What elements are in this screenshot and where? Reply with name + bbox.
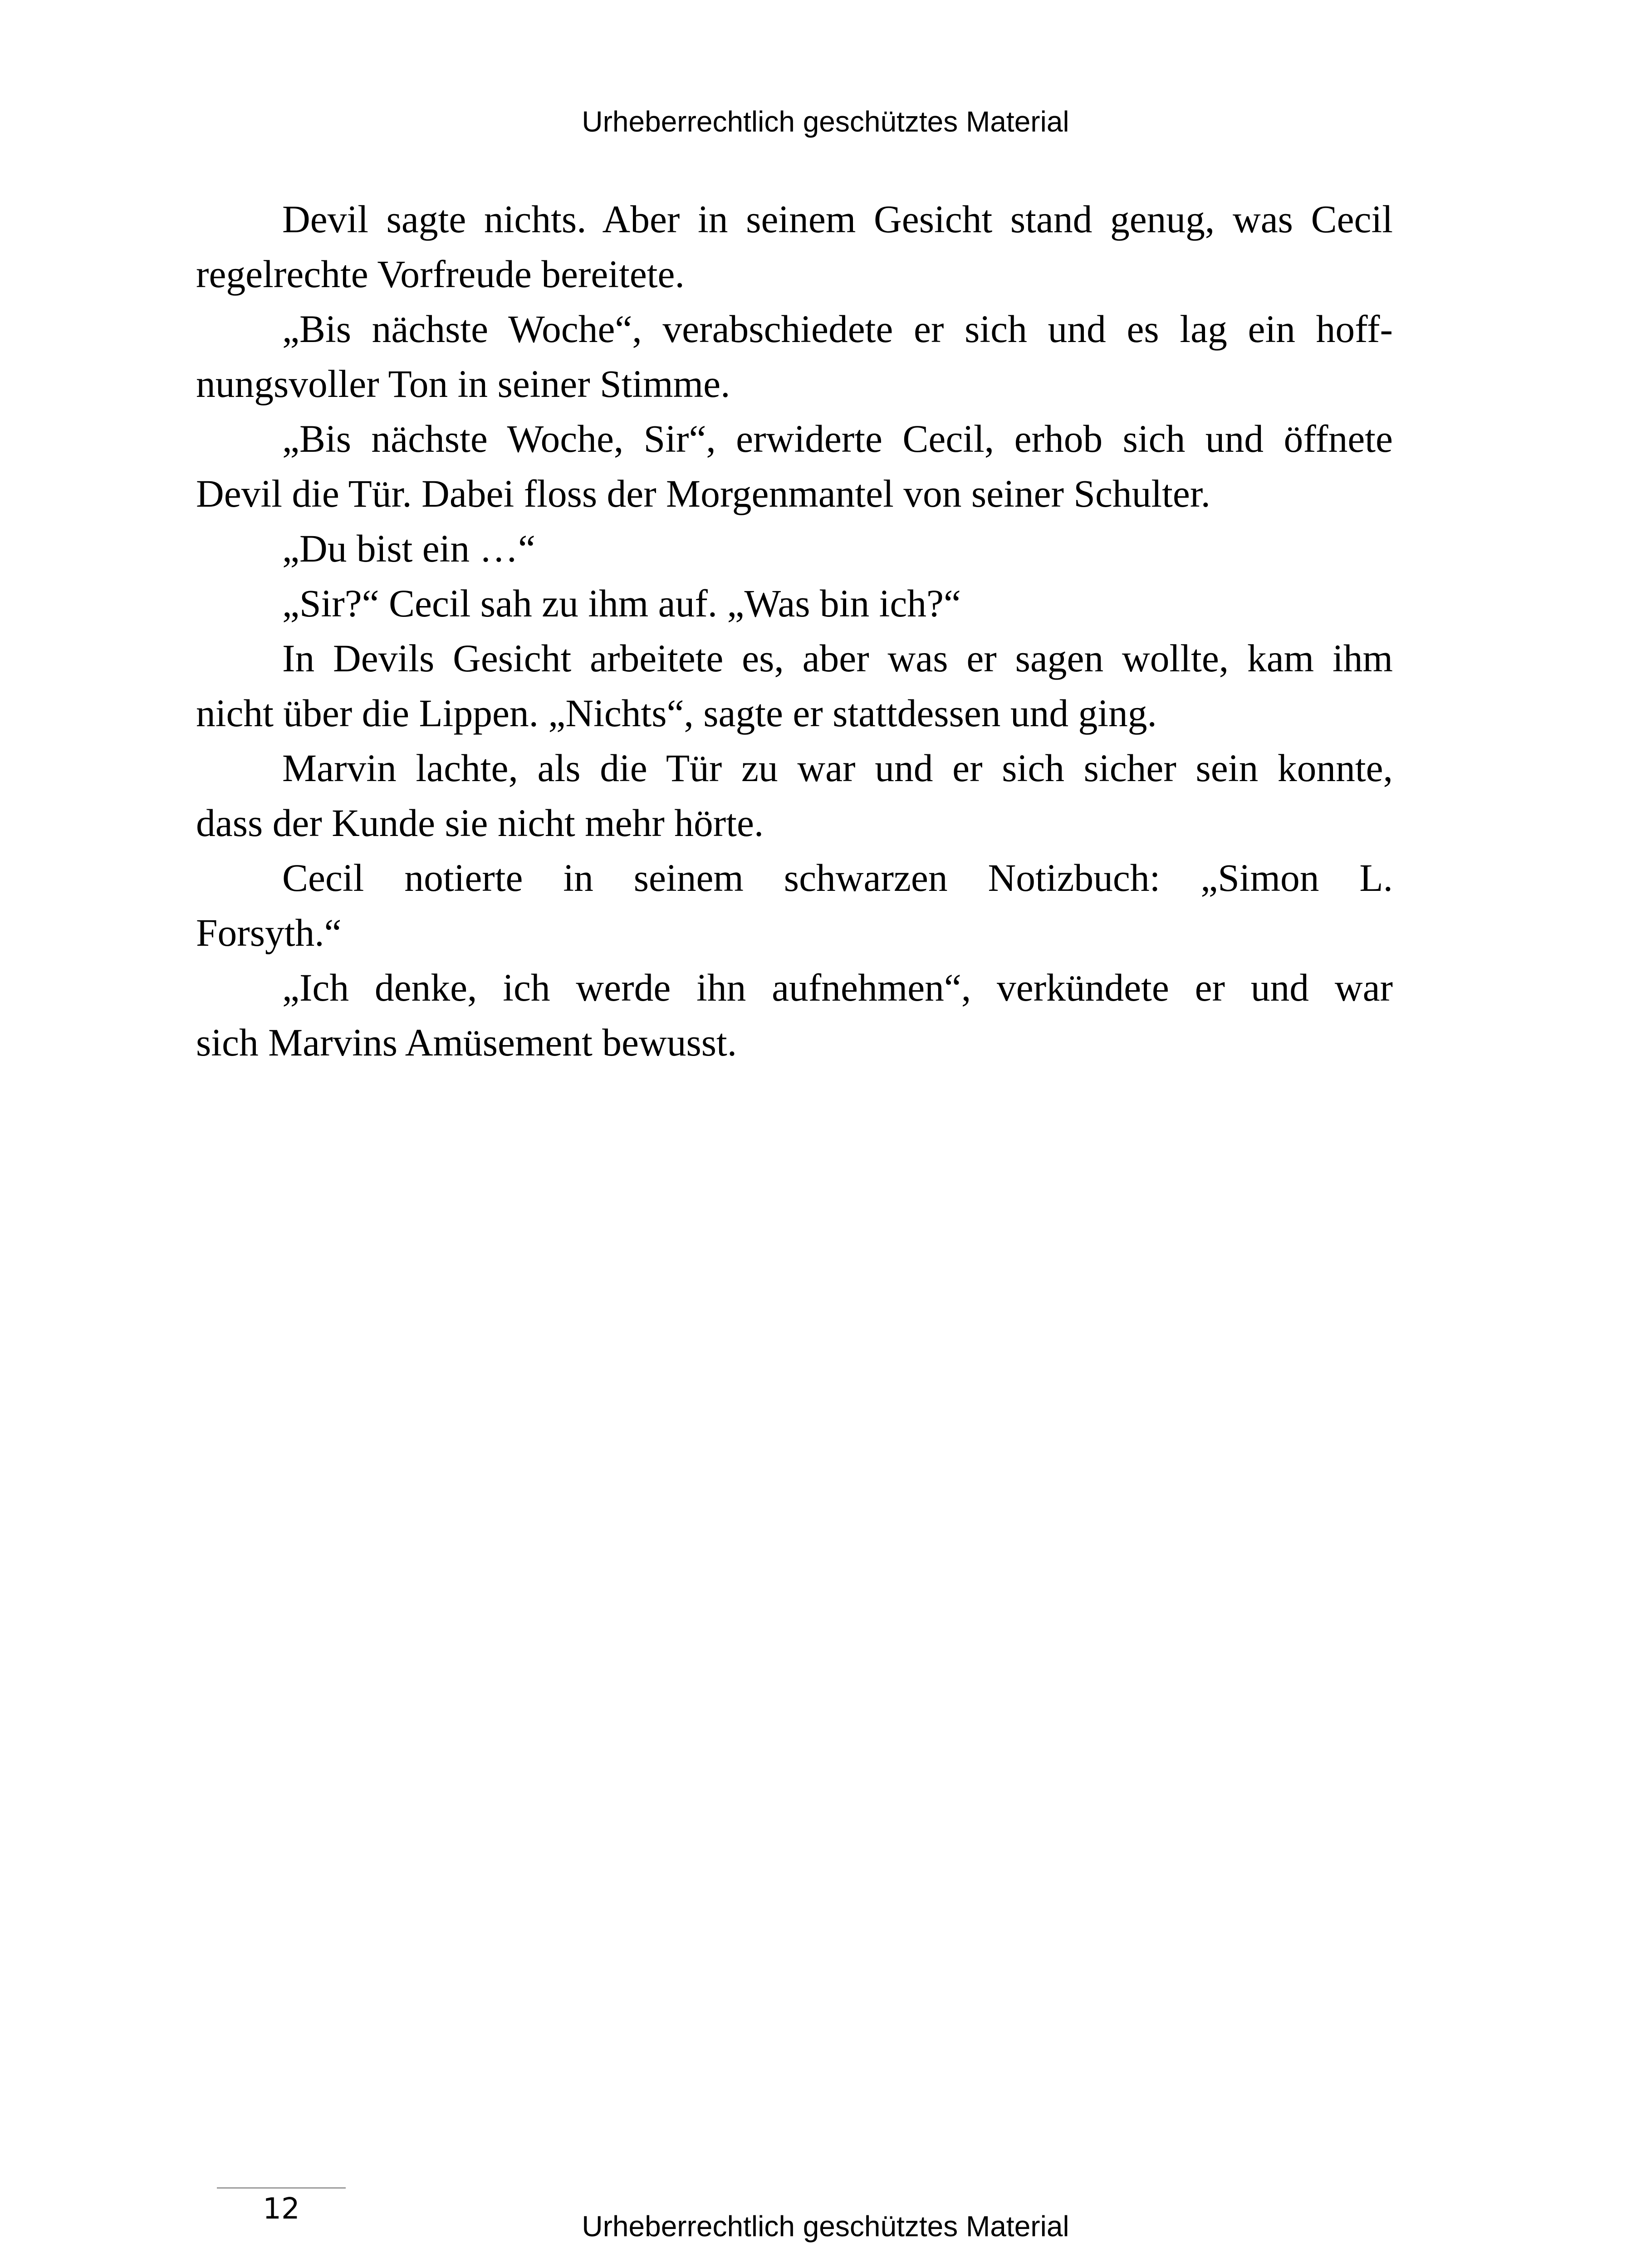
paragraph xyxy=(196,192,1393,302)
text-line: Devil sagte nichts. Aber in seinem Gesicht stand genug, was Cecil xyxy=(282,198,1393,241)
text-line: dass der Kunde sie nicht mehr hörte. xyxy=(196,802,764,845)
text-line: Devil die Tür. Dabei floss der Morgenmantel von seiner Schulter. xyxy=(196,473,1210,515)
paragraph xyxy=(196,302,1393,412)
text-line: regelrechte Vorfreude bereitete. xyxy=(196,253,685,296)
text-line: Cecil notierte in seinem schwarzen Notizbuch: „Simon L. xyxy=(282,857,1393,899)
text-line: In Devils Gesicht arbeitete es, aber was er sagen wollte, kam ihm xyxy=(282,637,1393,680)
page-number: 12 xyxy=(263,2192,300,2226)
footer-watermark: Urheberrechtlich geschütztes Material xyxy=(582,2210,1069,2243)
text-line: „Bis nächste Woche, Sir“, erwiderte Cecil, erhob sich und öffnete xyxy=(282,418,1393,460)
text-line: Forsyth.“ xyxy=(196,912,342,954)
text-line: „Sir?“ Cecil sah zu ihm auf. „Was bin ich?“ xyxy=(282,582,961,625)
text-line: nicht über die Lippen. „Nichts“, sagte er stattdessen und ging. xyxy=(196,692,1157,735)
paragraph xyxy=(196,412,1393,522)
paragraph xyxy=(196,577,1393,631)
text-line: nungsvoller Ton in seiner Stimme. xyxy=(196,363,730,406)
text-line: „Ich denke, ich werde ihn aufnehmen“, verkündete er und war xyxy=(282,967,1393,1009)
footer-rule xyxy=(217,2187,346,2189)
body-text xyxy=(196,192,1393,1070)
paragraph xyxy=(196,631,1393,741)
text-line: Marvin lachte, als die Tür zu war und er sich sicher sein konnte, xyxy=(282,747,1393,790)
text-line: sich Marvins Amüsement bewusst. xyxy=(196,1022,737,1064)
paragraph xyxy=(196,851,1393,961)
paragraph xyxy=(196,522,1393,577)
text-line: „Du bist ein …“ xyxy=(282,528,536,570)
paragraph xyxy=(196,741,1393,851)
text-line: „Bis nächste Woche“, verabschiedete er sich und es lag ein hoff- xyxy=(282,308,1393,351)
header-watermark: Urheberrechtlich geschütztes Material xyxy=(582,105,1069,138)
paragraph xyxy=(196,961,1393,1070)
